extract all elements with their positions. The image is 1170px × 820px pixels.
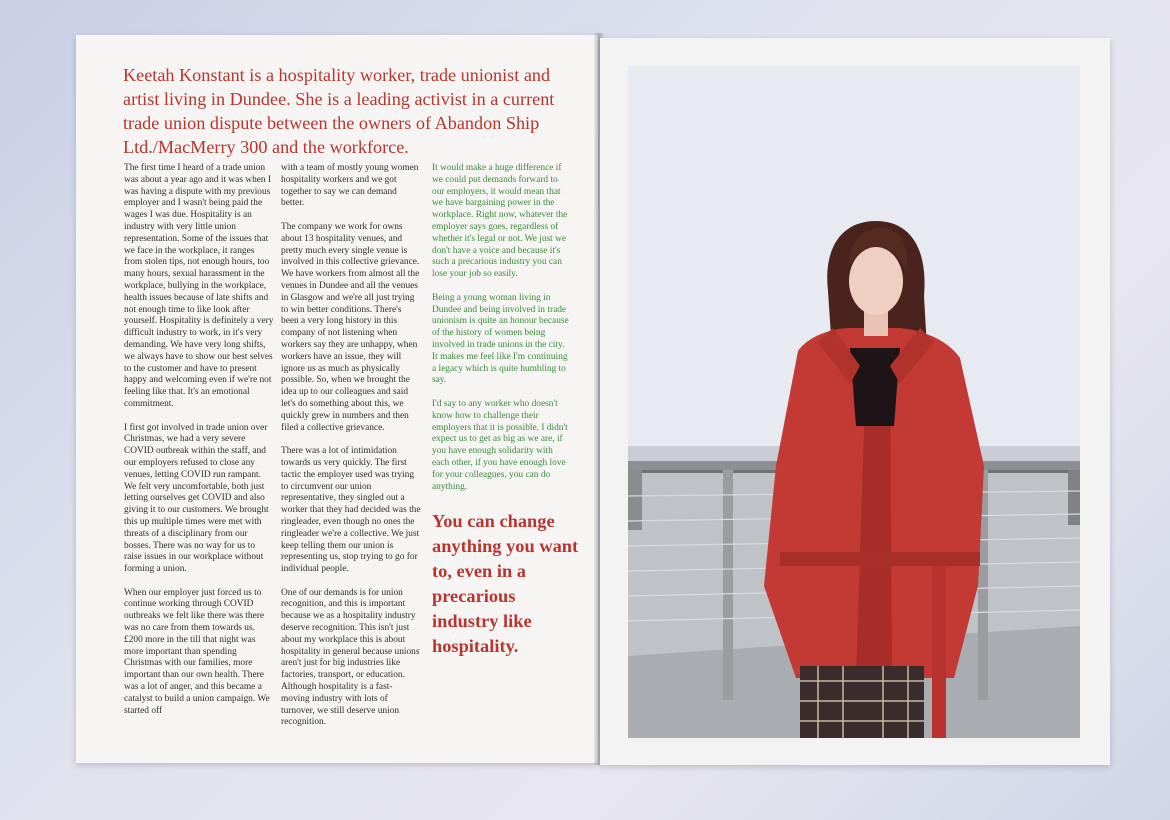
right-page	[600, 38, 1110, 765]
magazine-spread	[76, 33, 1110, 765]
intro-paragraph: Keetah Konstant is a hospitality worker, trade unionist and artist living in Dundee. She is a leading activist in a current trade union dispute between the owners of Abandon Ship Ltd./MacMerry 300 and the workforce.	[123, 65, 555, 157]
column-paragraph: Being a young woman living in Dundee and being involved in trade unionism is quite an honour because of the history of women being involved in trade unions in the city. It makes me feel like I'm continuing a legacy which is quite humbling to say.	[432, 292, 569, 386]
column-paragraph: There was a lot of intimidation towards us very quickly. The first tactic the employer used was trying to circumvent our union representative, they singled out a worker that they had decided was the ringleader, even though no ones the ringleader we're a collective. We just keep telling them our union is representing us, stop trying to go for individual people.	[281, 446, 421, 575]
text-column-1	[124, 163, 274, 729]
left-page	[76, 35, 598, 763]
text-column-2	[281, 163, 421, 741]
column-paragraph: with a team of mostly young women hospitality workers and we got together to say we can demand better.	[281, 163, 419, 209]
pull-quote: You can change anything you want to, even in a precarious industry like hospitality.	[432, 511, 579, 656]
column-paragraph: The company we work for owns about 13 hospitality venues, and pretty much every single venue is involved in this collective grievance. We have workers from almost all the venues in Dundee and all the venues in Glasgow and we're all just trying to win better conditions. There's been a very long history in this company of not listening when workers say they are unhappy, when workers have an issue, they will ignore us as much as physically possible. So, when we brought the idea up to our colleagues and said let's do something about this, we quickly grew in numbers and then filed a collective grievance.	[281, 221, 420, 433]
text-column-3	[432, 163, 572, 505]
portrait-photo	[628, 66, 1080, 738]
column-paragraph: It would make a huge difference if we could put demands forward to our employers, it would mean that we have bargaining power in the workplace. Right now, whatever the employer says goes, regardless of whether it's legal or not. We just we don't have a voice and because it's such a precarious industry you can lose your job so easily.	[432, 163, 568, 280]
column-paragraph: I'd say to any worker who doesn't know how to challenge their employers that it is possible. I didn't expect us to get as big as we are, if you have enough solidarity with each other, if you have enough love for your colleagues, you can do anything.	[432, 398, 568, 492]
column-paragraph: One of our demands is for union recognition, and this is important because we as a hospitality industry deserve recognition. This isn't just about my workplace this is about hospitality in general because unions aren't just for big industries like factories, transport, or education. Although hospitality is a fast-moving industry with lots of turnover, we still deserve union recognition.	[281, 587, 420, 728]
column-paragraph: The first time I heard of a trade union was about a year ago and it was when I was having a dispute with my previous employer and I wasn't being paid the wages I was due. Hospitality is an industry with very little union representation. Some of the issues that we face in the workplace, it ranges from stolen tips, not enough hours, too many hours, sexual harassment in the workplace, bullying in the workplace, health issues because of late shifts and not enough time to like look after yourself. Hospitality is definitely a very difficult industry to work, in it's very demanding. We have very long shifts, we always have to show our best selves to the customer and have to present happy and welcoming even if we're not feeling like that. It's an emotional commitment.	[124, 163, 274, 409]
column-paragraph: When our employer just forced us to continue working through COVID outbreaks we felt like there was there was no care from them towards us. £200 more in the till that night was more important than spending Christmas with our families, more important than our own health. There was a lot of anger, and this became a catalyst to build a union campaign. We started off	[124, 587, 270, 716]
portrait-illustration	[628, 66, 1080, 738]
column-paragraph: I first got involved in trade union over Christmas, we had a very severe COVID outbreak within the staff, and our employers refused to close any venues, letting COVID run rampant. We felt very uncomfortable, both just letting ourselves get COVID and also giving it to our customers. We brought this up multiple times were met with threats of a disciplinary from our bosses. There was no way for us to raise issues in our workplace without forming a union.	[124, 422, 269, 575]
